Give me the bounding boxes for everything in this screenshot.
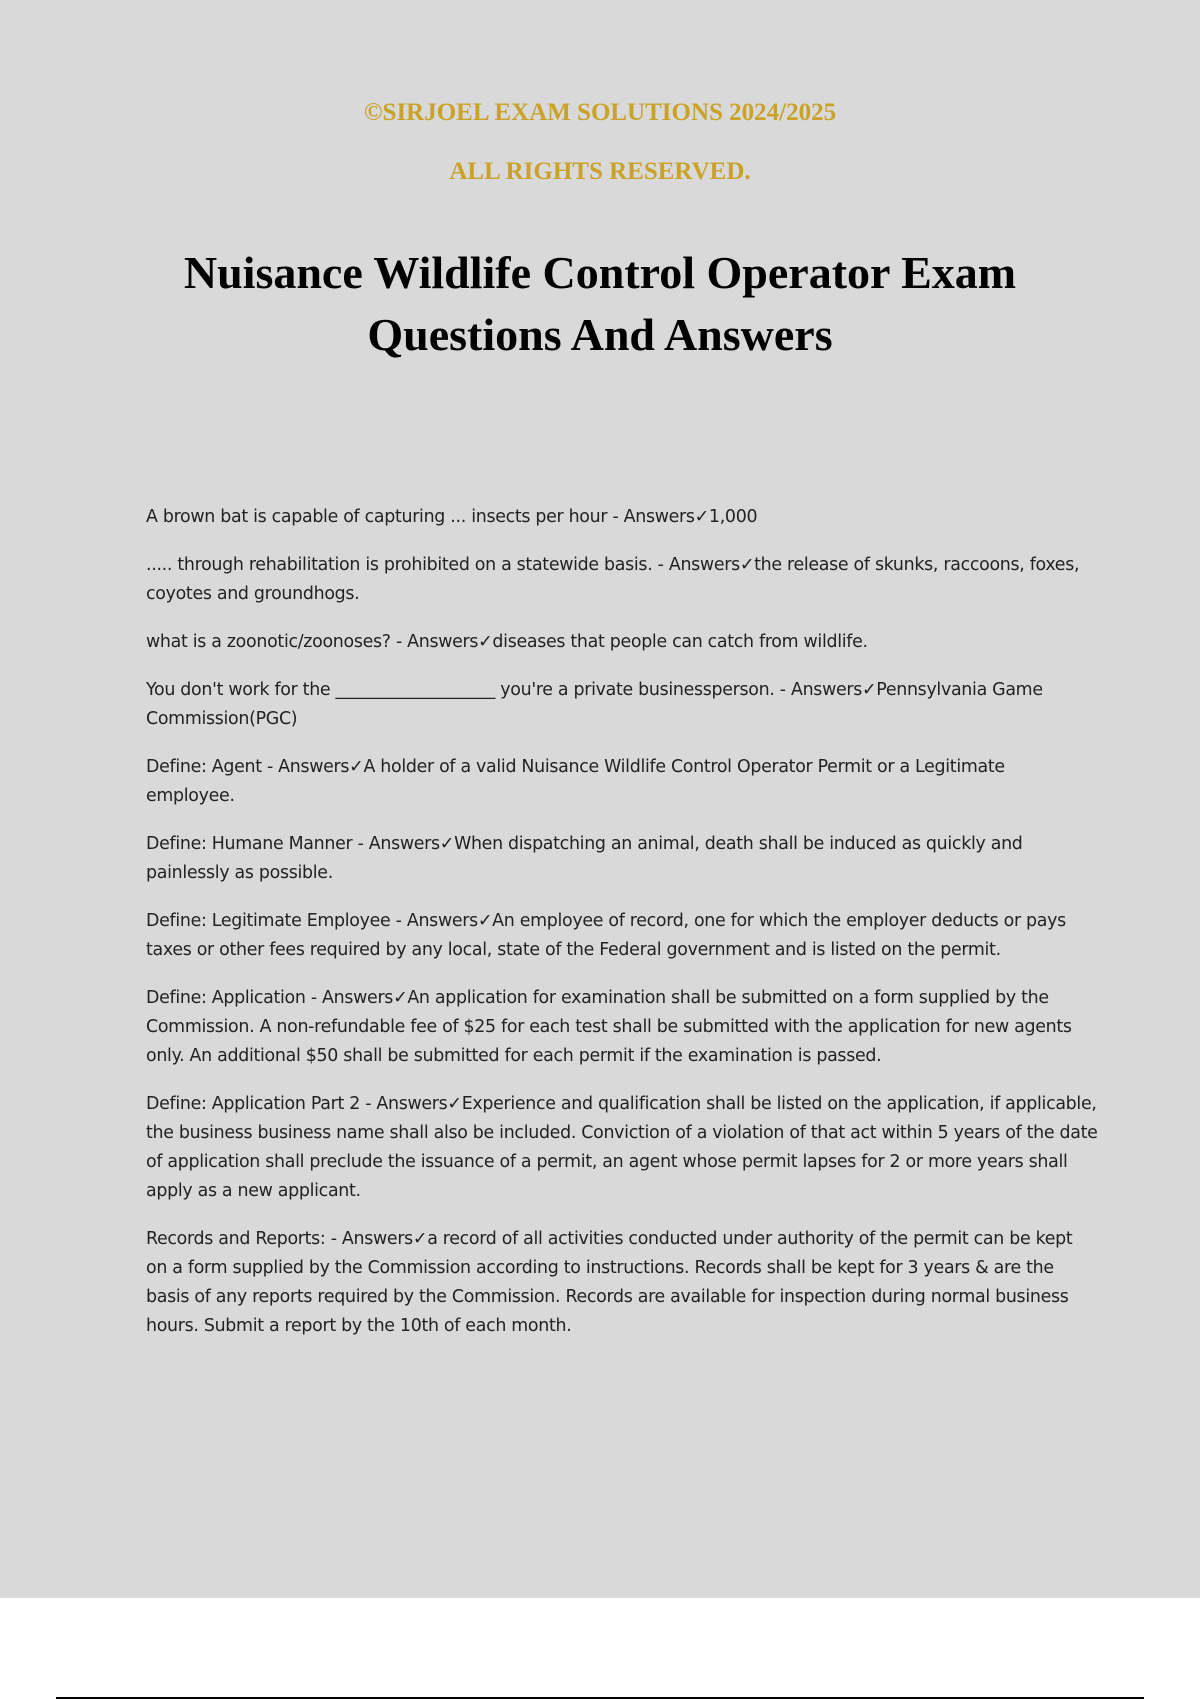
footer-divider: [56, 1697, 1144, 1699]
document-title: Nuisance Wildlife Control Operator Exam Questions And Answers: [183, 247, 1017, 360]
qa-item: ..... through rehabilitation is prohibited on a statewide basis. - Answers✓the release of skunks, raccoons, foxes, coyotes and groundhogs.: [146, 555, 1080, 604]
qa-item: Define: Humane Manner - Answers✓When dispatching an animal, death shall be induced as quickly and painlessly as possible.: [146, 834, 1023, 883]
qa-item: what is a zoonotic/zoonoses? - Answers✓diseases that people can catch from wildlife.: [146, 632, 868, 652]
qa-item: Define: Application - Answers✓An application for examination shall be submitted on a form supplied by the Commission. A non-refundable fee of $25 for each test shall be submitted with the application for new agents only. An additional $50 shall be submitted for each permit if the examination is passed.: [146, 988, 1072, 1066]
qa-list: [146, 503, 1098, 1360]
qa-item: Records and Reports: - Answers✓a record of all activities conducted under authority of the permit can be kept on a form supplied by the Commission according to instructions. Records shall be kept for 3 years & are the basis of any reports required by the Commission. Records are available for inspection during normal business hours. Submit a report by the 10th of each month.: [146, 1229, 1073, 1336]
rights-reserved-header: ALL RIGHTS RESERVED.: [449, 158, 751, 185]
copyright-header: ©SIRJOEL EXAM SOLUTIONS 2024/2025: [363, 99, 837, 126]
qa-item: Define: Application Part 2 - Answers✓Experience and qualification shall be listed on the application, if applicable, the business business name shall also be included. Conviction of a violation of that act within 5 years of the date of application shall preclude the issuance of a permit, an agent whose permit lapses for 2 or more years shall apply as a new applicant.: [146, 1094, 1098, 1201]
qa-item: Define: Legitimate Employee - Answers✓An employee of record, one for which the employer deducts or pays taxes or other fees required by any local, state of the Federal government and is listed on the permit.: [146, 911, 1066, 960]
qa-item: Define: Agent - Answers✓A holder of a valid Nuisance Wildlife Control Operator Permit or a Legitimate employee.: [146, 757, 1005, 806]
qa-item: You don't work for the ___________________ you're a private businessperson. - Answers✓Pennsylvania Game Commission(PGC): [146, 680, 1043, 729]
qa-item: A brown bat is capable of capturing ... insects per hour - Answers✓1,000: [146, 507, 758, 527]
